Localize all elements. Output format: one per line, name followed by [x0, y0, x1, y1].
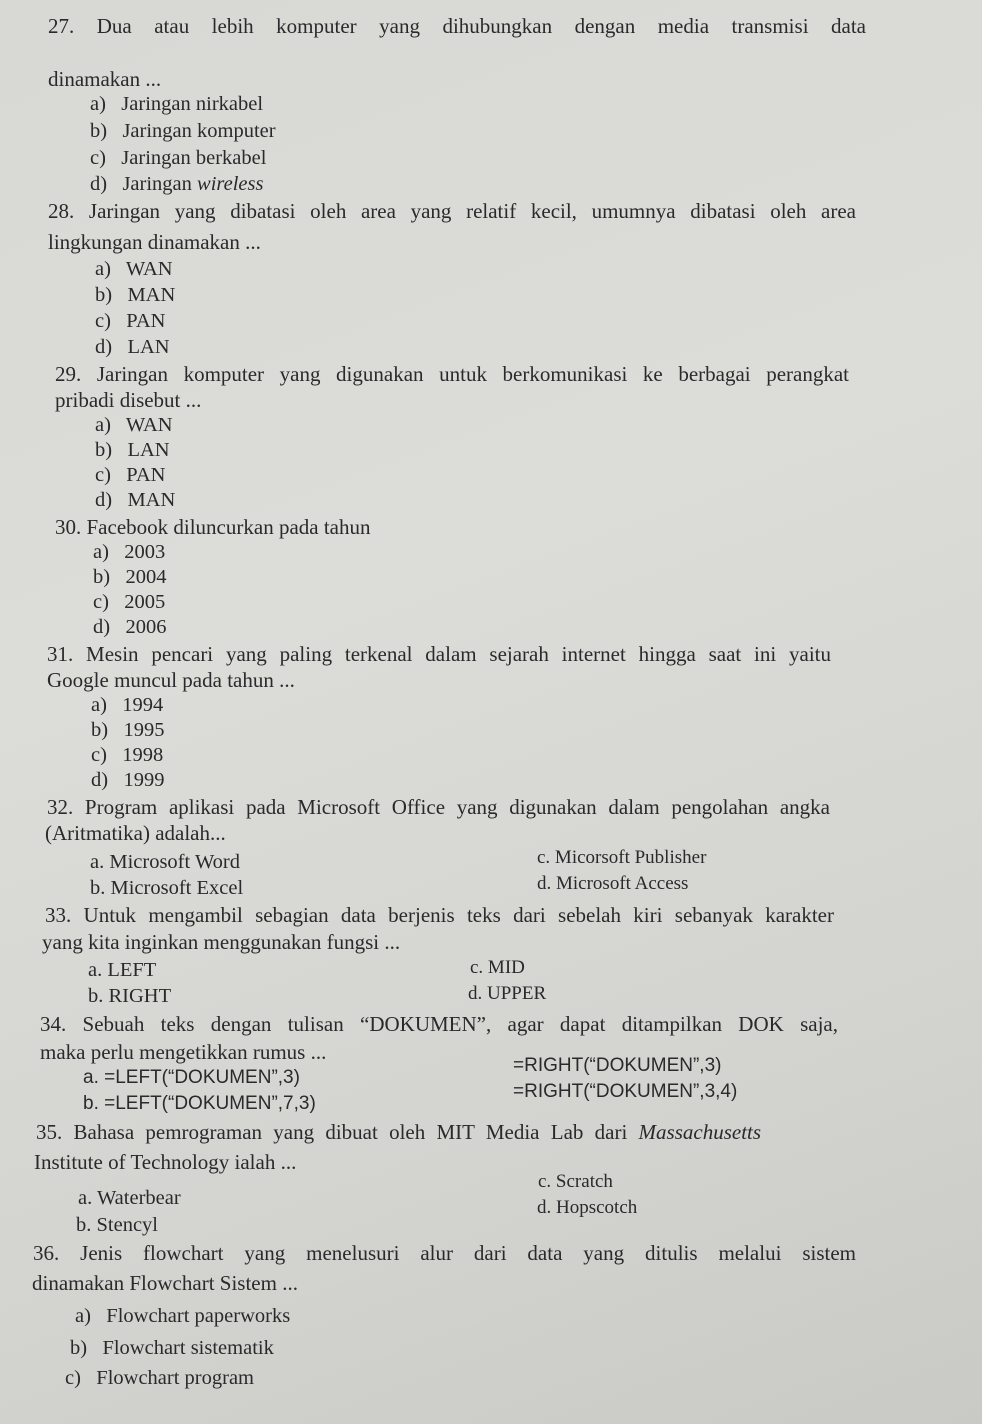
option-28a: a) WAN [95, 258, 173, 280]
option-36c: c) Flowchart program [65, 1367, 254, 1389]
option-34a: a. =LEFT(“DOKUMEN”,3) [83, 1067, 300, 1088]
option-35d: d. Hopscotch [537, 1197, 638, 1218]
question-30-text: 30. Facebook diluncurkan pada tahun [55, 515, 371, 539]
option-32b: b. Microsoft Excel [90, 877, 244, 899]
option-29b: b) LAN [95, 439, 170, 461]
option-30a: a) 2003 [93, 541, 166, 563]
question-32-text: 32. Program aplikasi pada Microsoft Office yang digunakan dalam pengolahan angka [47, 795, 830, 819]
question-35-text [36, 1120, 761, 1144]
question-31-text-cont: Google muncul pada tahun ... [47, 668, 295, 692]
question-35-text-cont: Institute of Technology ialah ... [34, 1150, 297, 1174]
option-28b: b) MAN [95, 284, 176, 306]
option-30b: b) 2004 [93, 566, 167, 588]
question-32-text-cont: (Aritmatika) adalah... [45, 821, 226, 845]
option-35b: b. Stencyl [76, 1214, 158, 1236]
question-29-text: 29. Jaringan komputer yang digunakan untuk berkomunikasi ke berbagai perangkat [55, 362, 849, 386]
question-27-text: 27. Dua atau lebih komputer yang dihubungkan dengan media transmisi data [48, 14, 866, 38]
option-32a: a. Microsoft Word [90, 851, 240, 873]
option-31c: c) 1998 [91, 744, 164, 766]
option-36b: b) Flowchart sistematik [70, 1337, 274, 1359]
question-35-italic: Massachusetts [638, 1120, 762, 1144]
option-27c: c) Jaringan berkabel [90, 147, 267, 169]
option-31a: a) 1994 [91, 694, 164, 716]
option-34b: b. =LEFT(“DOKUMEN”,7,3) [83, 1093, 316, 1114]
option-27d-text: d) Jaringan [90, 173, 198, 195]
question-28-text-cont: lingkungan dinamakan ... [48, 230, 261, 254]
option-32d: d. Microsoft Access [537, 873, 689, 894]
option-29c: c) PAN [95, 464, 166, 486]
option-35a: a. Waterbear [78, 1187, 181, 1209]
option-27a: a) Jaringan nirkabel [90, 93, 264, 115]
option-30d: d) 2006 [93, 616, 167, 638]
option-35c: c. Scratch [538, 1171, 613, 1192]
option-32c: c. Micorsoft Publisher [537, 847, 707, 868]
option-33a: a. LEFT [88, 959, 157, 981]
option-36a: a) Flowchart paperworks [75, 1305, 291, 1327]
question-29-text-cont: pribadi disebut ... [55, 388, 202, 412]
question-33-text-cont: yang kita inginkan menggunakan fungsi ... [42, 930, 401, 954]
option-29a: a) WAN [95, 414, 173, 436]
question-36-text: 36. Jenis flowchart yang menelusuri alur dari data yang ditulis melalui sistem [33, 1241, 856, 1265]
question-27-text-cont: dinamakan ... [48, 67, 162, 91]
option-27d-italic: wireless [197, 173, 264, 195]
option-28d: d) LAN [95, 336, 170, 358]
option-34c: =RIGHT(“DOKUMEN”,3) [513, 1055, 722, 1076]
option-29d: d) MAN [95, 489, 176, 511]
option-28c: c) PAN [95, 310, 166, 332]
option-33d: d. UPPER [468, 983, 547, 1004]
option-31d: d) 1999 [91, 769, 165, 791]
option-30c: c) 2005 [93, 591, 166, 613]
question-33-text: 33. Untuk mengambil sebagian data berjenis teks dari sebelah kiri sebanyak karakter [45, 903, 834, 927]
option-31b: b) 1995 [91, 719, 165, 741]
option-27d [90, 172, 263, 196]
question-34-text: 34. Sebuah teks dengan tulisan “DOKUMEN”, agar dapat ditampilkan DOK saja, [40, 1012, 838, 1036]
option-34d: =RIGHT(“DOKUMEN”,3,4) [513, 1081, 738, 1102]
question-34-text-cont: maka perlu mengetikkan rumus ... [40, 1040, 327, 1064]
option-33b: b. RIGHT [88, 985, 172, 1007]
question-28-text: 28. Jaringan yang dibatasi oleh area yang relatif kecil, umumnya dibatasi oleh area [48, 199, 856, 223]
question-36-text-cont: dinamakan Flowchart Sistem ... [32, 1271, 298, 1295]
option-27b: b) Jaringan komputer [90, 120, 276, 142]
question-31-text: 31. Mesin pencari yang paling terkenal dalam sejarah internet hingga saat ini yaitu [47, 642, 831, 666]
option-33c: c. MID [470, 957, 525, 978]
question-35-text-main: 35. Bahasa pemrograman yang dibuat oleh MIT Media Lab dari [36, 1120, 639, 1144]
